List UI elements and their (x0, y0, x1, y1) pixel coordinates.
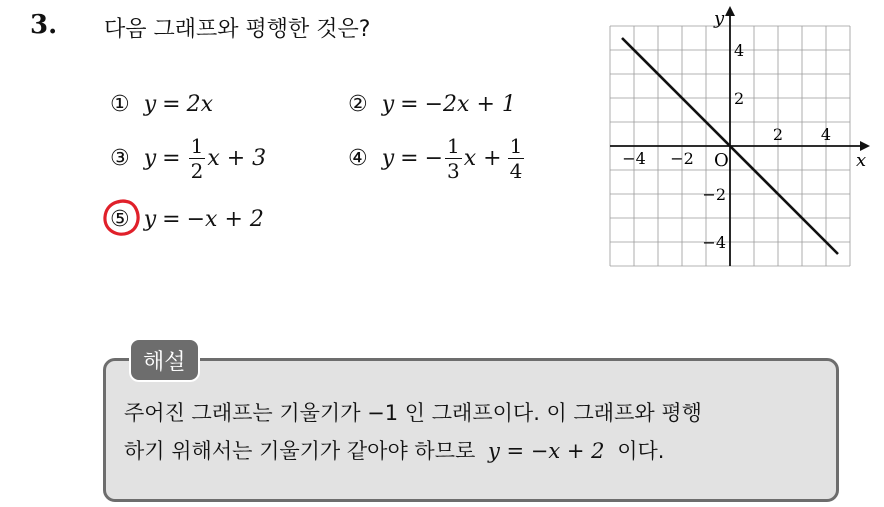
y-tick-label: −4 (702, 233, 726, 252)
choice-2[interactable]: ② y = −2x + 1 (348, 92, 516, 117)
fraction: $\frac{1}{2}$ (190, 134, 204, 183)
choice-number: ① (110, 92, 130, 117)
choice-1[interactable]: ① y = 2x (110, 92, 214, 117)
fraction: $\frac{1}{3}$ (447, 134, 460, 183)
y-tick-label: 2 (734, 89, 745, 108)
solution-line-2: 하기 위해서는 기울기가 같아야 하므로 y = −x + 2 이다. (124, 439, 665, 463)
x-tick-label: −4 (622, 149, 646, 168)
choice-4[interactable]: ④ y = − $\frac{1}{3}$ x + $\frac{1}{4}$ (348, 134, 523, 183)
solution-text (124, 394, 830, 470)
x-axis-label: x (856, 150, 867, 171)
choice-3[interactable]: ③ y = $\frac{1}{2}$ x + 3 (110, 134, 267, 183)
y-axis-label: y (714, 8, 725, 29)
coordinate-graph (606, 8, 867, 272)
y-axis-arrow-icon (725, 6, 735, 16)
choice-number: ② (348, 92, 368, 117)
choice-5[interactable]: ⑤ y = −x + 2 (110, 207, 264, 232)
choice-number: ⑤ (110, 207, 130, 232)
question-text: 다음 그래프와 평행한 것은? (104, 17, 371, 42)
solution-line-1: 주어진 그래프는 기울기가 −1 인 그래프이다. 이 그래프와 평행 (124, 401, 702, 425)
choice-number: ④ (348, 146, 368, 171)
origin-label: O (714, 150, 729, 171)
x-tick-label: −2 (670, 149, 694, 168)
fraction: $\frac{1}{4}$ (509, 134, 523, 183)
question-number: 3. (30, 10, 58, 40)
solution-tag: 해설 (129, 338, 200, 382)
y-tick-label: −2 (702, 185, 726, 204)
solution-equation: y = −x + 2 (487, 439, 605, 463)
x-tick-label: 2 (772, 125, 784, 144)
choice-number: ③ (110, 146, 130, 171)
y-tick-label: 4 (734, 41, 745, 60)
answer-mark-icon (101, 197, 143, 239)
x-tick-label: 4 (820, 125, 832, 144)
